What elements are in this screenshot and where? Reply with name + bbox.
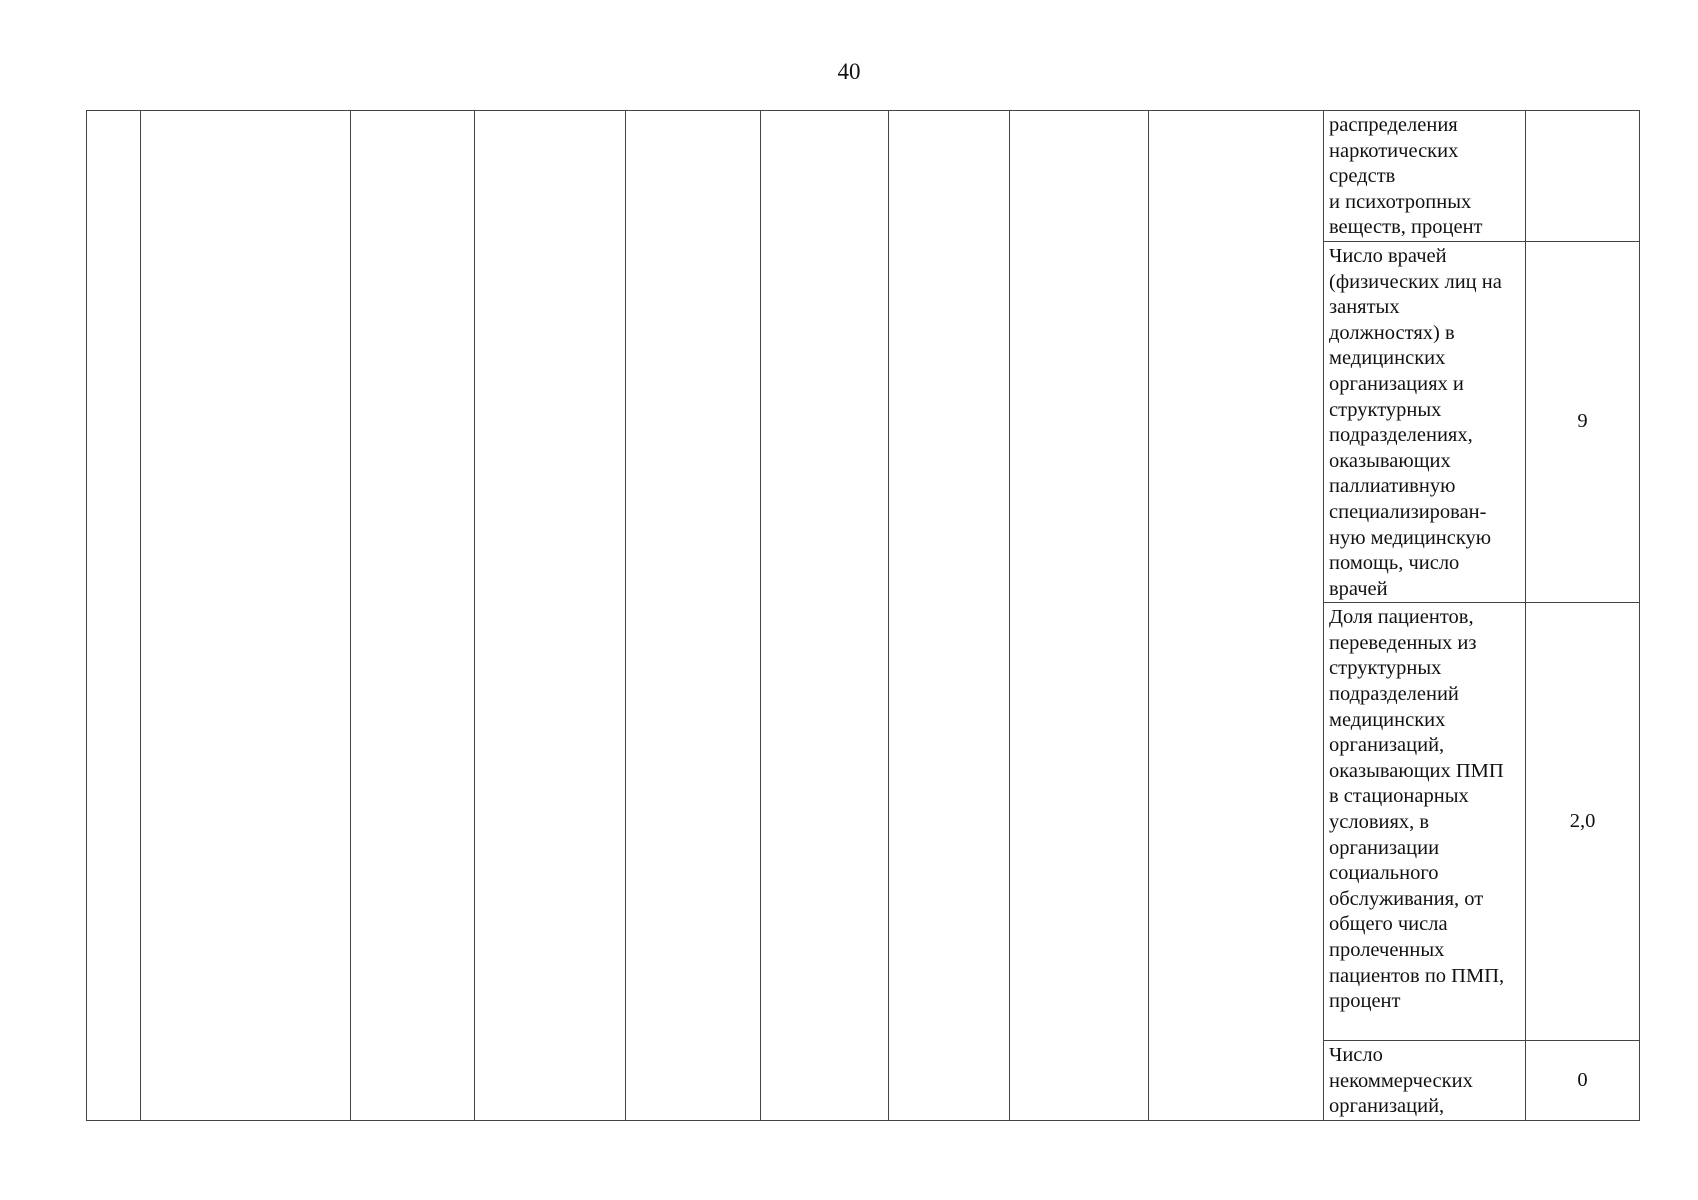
empty-cell-col-2	[141, 111, 351, 1121]
indicator-text: Доля пациентов, переведенных из структурных подразделений медицинских организаций, оказывающих ПМП в стационарных условиях, в организации социального обслуживания, от общего числа пролеченных пациентов по ПМП, процент	[1329, 606, 1505, 1013]
indicator-value: 2,0	[1569, 809, 1596, 832]
empty-cell-col-3	[351, 111, 475, 1121]
indicator-text: Число некоммерческих организаций,	[1329, 1044, 1473, 1118]
empty-cell-col-6	[761, 111, 889, 1121]
value-cell	[1526, 1041, 1640, 1121]
indicator-value: 0	[1577, 1068, 1588, 1091]
table-row	[87, 111, 1640, 242]
value-cell	[1526, 241, 1640, 602]
empty-cell-col-4	[475, 111, 626, 1121]
value-cell	[1526, 111, 1640, 242]
indicator-text: распределения наркотических средств и психотропных веществ, процент	[1329, 114, 1483, 239]
indicator-text: Число врачей (физических лиц на занятых должностях) в медицинских организациях и структурных подразделениях, оказывающих паллиативную специализирован- ную медицинскую помощь, число врачей	[1329, 244, 1502, 600]
indicator-table	[86, 110, 1640, 1121]
indicator-value: 9	[1577, 410, 1588, 433]
indicator-cell	[1324, 603, 1526, 1041]
empty-cell-col-1	[87, 111, 141, 1121]
indicator-cell	[1324, 241, 1526, 602]
empty-cell-col-9	[1149, 111, 1324, 1121]
indicator-cell	[1324, 1041, 1526, 1121]
empty-cell-col-5	[626, 111, 761, 1121]
empty-cell-col-7	[889, 111, 1010, 1121]
empty-cell-col-8	[1010, 111, 1149, 1121]
value-cell	[1526, 603, 1640, 1041]
indicator-cell	[1324, 111, 1526, 242]
page-number: 40	[837, 59, 861, 84]
